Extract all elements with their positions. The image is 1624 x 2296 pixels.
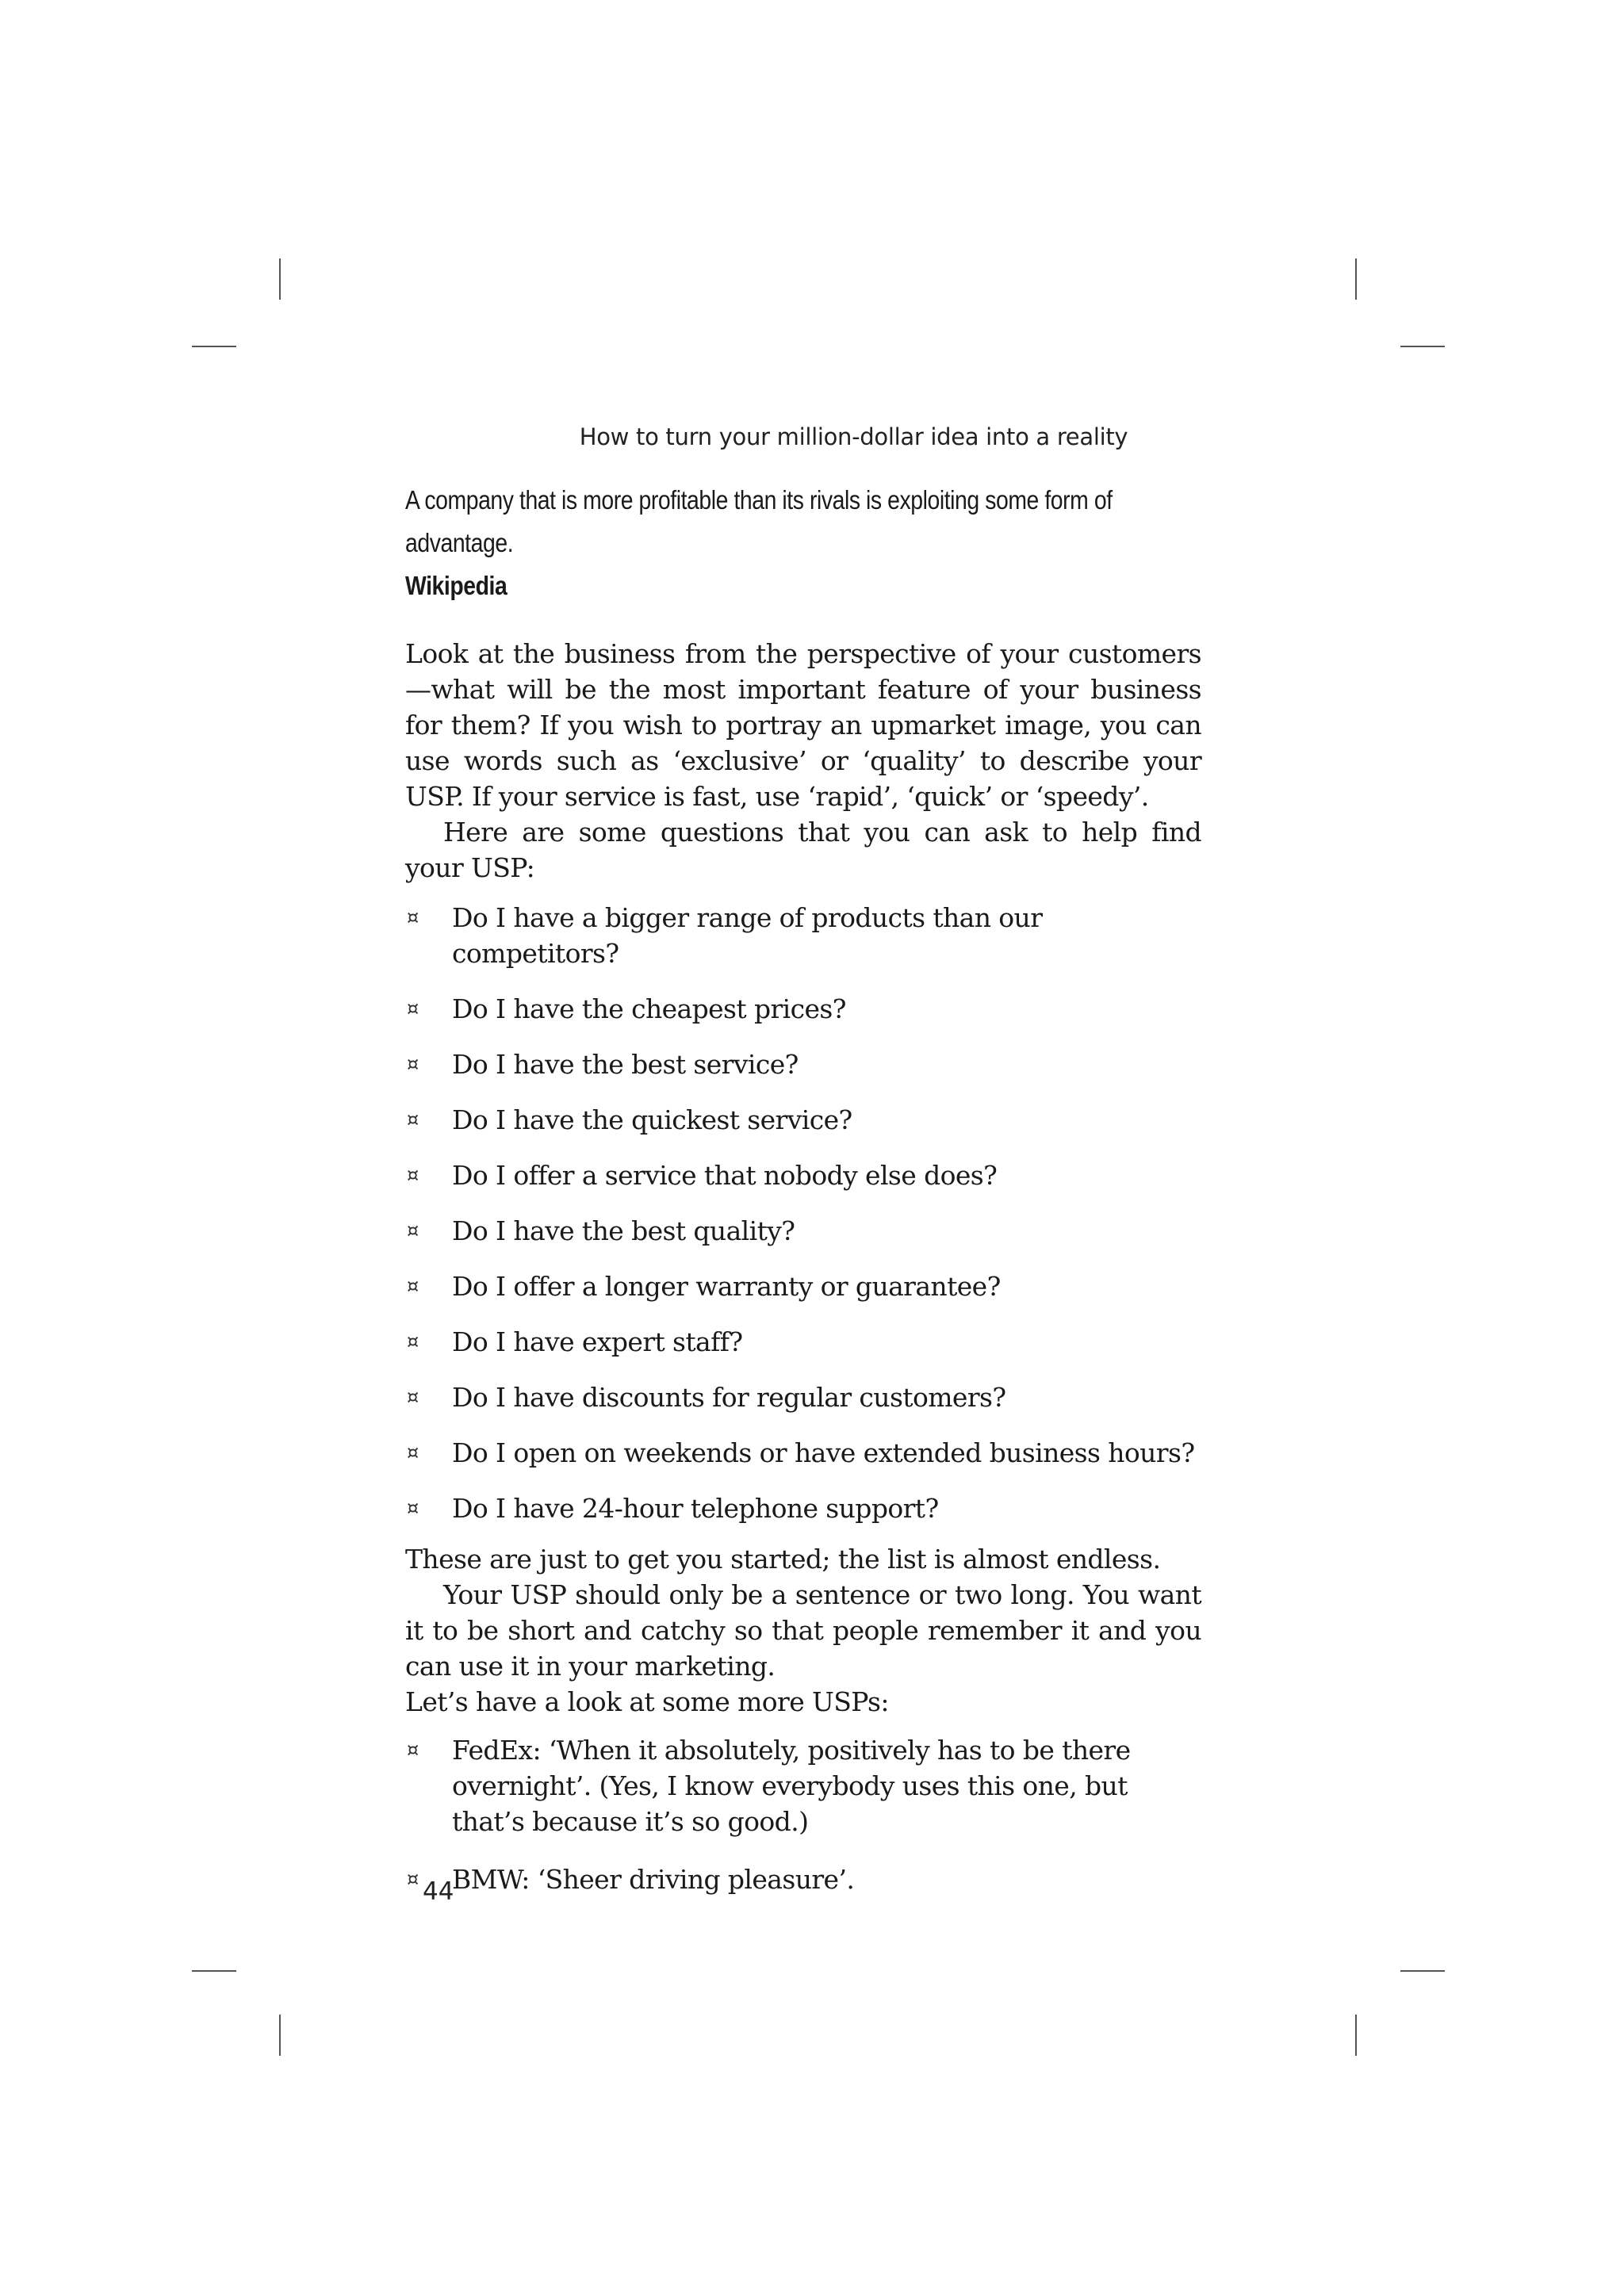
epigraph xyxy=(405,479,1203,607)
intro-paragraph: Look at the business from the perspective of your customers—what will be the most important feature of your business for them? If you wish to portray an upmarket image, you can use words such as ‘exclusive’ or ‘quality’ to describe your USP. If your service is fast, use ‘rapid’, ‘quick’ or ‘speedy’. xyxy=(405,638,1201,812)
short-catchy-paragraph: Your USP should only be a sentence or two long. You want it to be short and catchy so that people remember it and you can use it in your marketing. xyxy=(405,1579,1201,1682)
list-item-text: Do I have 24-hour telephone support? xyxy=(452,1493,939,1524)
list-item-text: Do I have expert staff? xyxy=(452,1326,743,1357)
bullet-icon: ¤ xyxy=(407,1219,419,1242)
list-item xyxy=(405,1213,1201,1249)
page-body xyxy=(405,479,1201,1919)
bullet-icon: ¤ xyxy=(407,906,419,928)
list-item xyxy=(405,1490,1201,1526)
bullet-icon: ¤ xyxy=(407,1739,419,1761)
crop-mark-top-right-horizontal xyxy=(1400,346,1445,347)
questions-lead-paragraph: Here are some questions that you can ask to help find your USP: xyxy=(405,817,1201,883)
list-item xyxy=(405,900,1201,971)
bullet-icon: ¤ xyxy=(407,1386,419,1408)
running-head: How to turn your million-dollar idea into a reality xyxy=(579,423,1128,450)
list-item-text: Do I have the best quality? xyxy=(452,1215,795,1246)
epigraph-quote: A company that is more profitable than its rivals is exploiting some form of advantage. xyxy=(405,485,1113,557)
list-item-text: Do I have a bigger range of products than our competitors? xyxy=(452,902,1043,969)
bullet-icon: ¤ xyxy=(407,1053,419,1075)
bullet-icon: ¤ xyxy=(407,1164,419,1186)
bullet-icon: ¤ xyxy=(407,1330,419,1353)
crop-mark-top-right-vertical xyxy=(1355,258,1357,300)
list-item-text: Do I offer a longer warranty or guarantee? xyxy=(452,1271,1001,1302)
list-item-text: Do I have the cheapest prices? xyxy=(452,993,846,1024)
after-questions-paragraph: These are just to get you started; the list is almost endless. xyxy=(405,1544,1161,1575)
bullet-icon: ¤ xyxy=(407,1441,419,1464)
list-item-text: BMW: ‘Sheer driving pleasure’. xyxy=(452,1864,855,1895)
crop-mark-bottom-right-horizontal xyxy=(1400,1970,1445,1972)
crop-mark-top-left-vertical xyxy=(279,258,281,300)
list-item xyxy=(405,991,1201,1027)
list-item xyxy=(405,1324,1201,1360)
list-item-text: Do I have discounts for regular customers? xyxy=(452,1382,1006,1413)
list-item xyxy=(405,1380,1201,1415)
crop-mark-bottom-right-vertical xyxy=(1355,2015,1357,2056)
usp-examples-list xyxy=(405,1732,1201,1897)
list-item-text: Do I have the best service? xyxy=(452,1049,799,1080)
list-item xyxy=(405,1047,1201,1082)
bullet-icon: ¤ xyxy=(407,1868,419,1890)
bullet-icon: ¤ xyxy=(407,1497,419,1519)
epigraph-source: Wikipedia xyxy=(405,571,508,600)
bullet-icon: ¤ xyxy=(407,1108,419,1131)
bullet-icon: ¤ xyxy=(407,997,419,1020)
list-item xyxy=(405,1158,1201,1193)
body-text xyxy=(405,636,1201,1897)
list-item xyxy=(405,1435,1201,1471)
more-usps-paragraph: Let’s have a look at some more USPs: xyxy=(405,1686,889,1717)
crop-mark-bottom-left-vertical xyxy=(279,2015,281,2056)
crop-mark-top-left-horizontal xyxy=(192,346,236,347)
page-number: 44 xyxy=(423,1877,454,1906)
list-item xyxy=(405,1269,1201,1304)
list-item xyxy=(405,1102,1201,1138)
bullet-icon: ¤ xyxy=(407,1275,419,1297)
list-item-text: Do I open on weekends or have extended business hours? xyxy=(452,1437,1195,1468)
list-item-text: FedEx: ‘When it absolutely, positively has to be there overnight’. (Yes, I know everybody uses this one, but that’s because it’s so good.) xyxy=(452,1735,1131,1837)
list-item-text: Do I have the quickest service? xyxy=(452,1104,852,1135)
questions-list xyxy=(405,900,1201,1526)
list-item xyxy=(405,1862,1201,1897)
crop-mark-bottom-left-horizontal xyxy=(192,1970,236,1972)
list-item xyxy=(405,1732,1201,1839)
list-item-text: Do I offer a service that nobody else does? xyxy=(452,1160,998,1191)
